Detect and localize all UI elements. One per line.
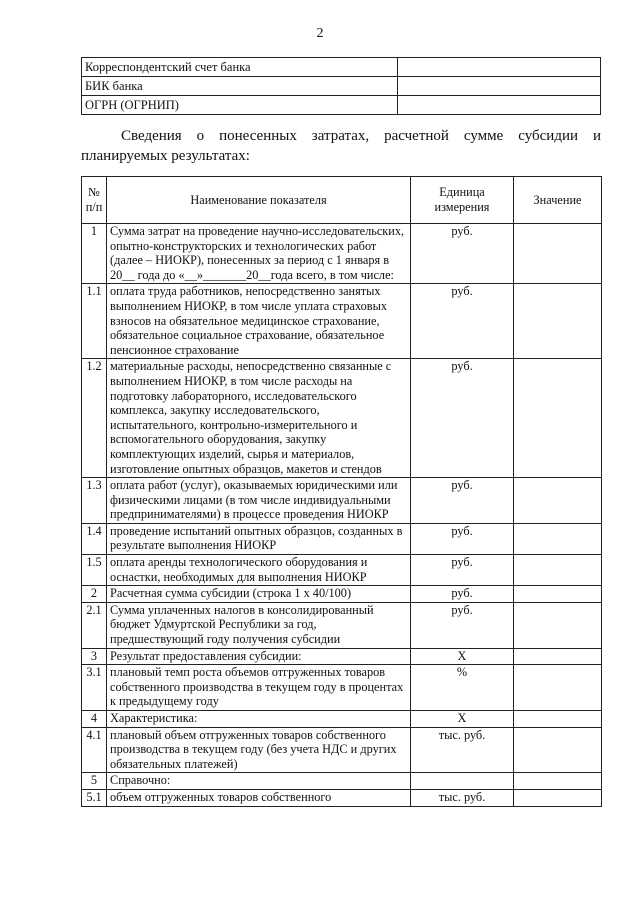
row-name: плановый объем отгруженных товаров собственного производства в текущем году (без учета НДС и других обязательных платежей) [107, 727, 411, 773]
row-number: 5 [82, 773, 107, 790]
row-unit: % [411, 665, 514, 711]
table-row [82, 478, 602, 524]
row-unit: руб. [411, 602, 514, 648]
row-number: 3 [82, 648, 107, 665]
table-row [82, 555, 602, 586]
row-value [514, 359, 602, 478]
bank-row-value [398, 58, 601, 77]
row-unit: тыс. руб. [411, 789, 514, 806]
table-row [82, 602, 602, 648]
row-value [514, 224, 602, 284]
row-unit: Х [411, 648, 514, 665]
row-name: объем отгруженных товаров собственного [107, 789, 411, 806]
row-number: 2.1 [82, 602, 107, 648]
row-number: 3.1 [82, 665, 107, 711]
row-number: 5.1 [82, 789, 107, 806]
row-value [514, 586, 602, 603]
row-number: 1.2 [82, 359, 107, 478]
row-number: 1.4 [82, 523, 107, 554]
table-row [82, 648, 602, 665]
header-name: Наименование показателя [107, 177, 411, 224]
indicators-table [81, 176, 602, 807]
row-value [514, 727, 602, 773]
row-value [514, 602, 602, 648]
row-name: проведение испытаний опытных образцов, созданных в результате выполнения НИОКР [107, 523, 411, 554]
bank-row-label: ОГРН (ОГРНИП) [82, 96, 398, 115]
header-unit: Единица измерения [411, 177, 514, 224]
row-value [514, 523, 602, 554]
row-name: Сумма затрат на проведение научно-исследовательских, опытно-конструкторских и технологических работ (далее – НИОКР), понесенных за период с 1 января в 20__ года до «__»_______20__года всего, в том числе: [107, 224, 411, 284]
row-name: Характеристика: [107, 711, 411, 728]
row-value [514, 773, 602, 790]
row-name: материальные расходы, непосредственно связанные с выполнением НИОКР, в том числе расходы на подготовку лабораторного, исследовательского комплекса, закупку исследовательского, испытательного, контрольно-измерительного и вспомогательного оборудования, закупку комплектующих изделий, сырья и материалов, изготовление опытных образцов, макетов и стендов [107, 359, 411, 478]
row-name: оплата работ (услуг), оказываемых юридическими или физическими лицами (в том числе индивидуальными предпринимателями) в процессе проведения НИОКР [107, 478, 411, 524]
bank-row-label: БИК банка [82, 77, 398, 96]
row-value [514, 555, 602, 586]
table-row [82, 773, 602, 790]
table-row [82, 359, 602, 478]
table-row [82, 224, 602, 284]
row-name: Справочно: [107, 773, 411, 790]
row-value [514, 478, 602, 524]
bank-row-value [398, 77, 601, 96]
row-unit: руб. [411, 224, 514, 284]
row-number: 4.1 [82, 727, 107, 773]
table-row [82, 727, 602, 773]
page-number: 2 [316, 26, 324, 41]
row-unit: руб. [411, 555, 514, 586]
bank-details-table [81, 57, 601, 115]
row-unit: руб. [411, 523, 514, 554]
table-row [82, 284, 602, 359]
row-unit: руб. [411, 478, 514, 524]
row-number: 2 [82, 586, 107, 603]
bank-row-label: Корреспондентский счет банка [82, 58, 398, 77]
row-name: Сумма уплаченных налогов в консолидированный бюджет Удмуртской Республики за год, предшествующий году получения субсидии [107, 602, 411, 648]
row-number: 1.1 [82, 284, 107, 359]
row-value [514, 284, 602, 359]
header-value: Значение [514, 177, 602, 224]
table-row [82, 789, 602, 806]
bank-row-correspondent-account [82, 58, 601, 77]
table-row [82, 711, 602, 728]
row-name: оплата труда работников, непосредственно занятых выполнением НИОКР, в том числе уплата страховых взносов на обязательное медицинское страхование, обязательное социальное страхование, обязательное пенсионное страхование [107, 284, 411, 359]
row-name: Результат предоставления субсидии: [107, 648, 411, 665]
bank-row-ogrn [82, 96, 601, 115]
table-body [82, 224, 602, 807]
row-name: оплата аренды технологического оборудования и оснастки, необходимых для выполнения НИОКР [107, 555, 411, 586]
row-unit: руб. [411, 284, 514, 359]
row-unit: руб. [411, 586, 514, 603]
row-unit [411, 773, 514, 790]
row-number: 1 [82, 224, 107, 284]
table-row [82, 523, 602, 554]
table-header-row [82, 177, 602, 224]
row-value [514, 665, 602, 711]
row-number: 1.5 [82, 555, 107, 586]
bank-row-value [398, 96, 601, 115]
row-value [514, 789, 602, 806]
intro-paragraph: Сведения о понесенных затратах, расчетной сумме субсидии и планируемых результатах: [81, 128, 601, 164]
header-num: № п/п [82, 177, 107, 224]
row-value [514, 648, 602, 665]
row-unit: тыс. руб. [411, 727, 514, 773]
row-unit: руб. [411, 359, 514, 478]
row-number: 4 [82, 711, 107, 728]
row-name: Расчетная сумма субсидии (строка 1 х 40/100) [107, 586, 411, 603]
table-row [82, 665, 602, 711]
table-row [82, 586, 602, 603]
row-value [514, 711, 602, 728]
row-number: 1.3 [82, 478, 107, 524]
row-unit: Х [411, 711, 514, 728]
bank-row-bik [82, 77, 601, 96]
row-name: плановый темп роста объемов отгруженных товаров собственного производства в текущем году в процентах к предыдущему году [107, 665, 411, 711]
